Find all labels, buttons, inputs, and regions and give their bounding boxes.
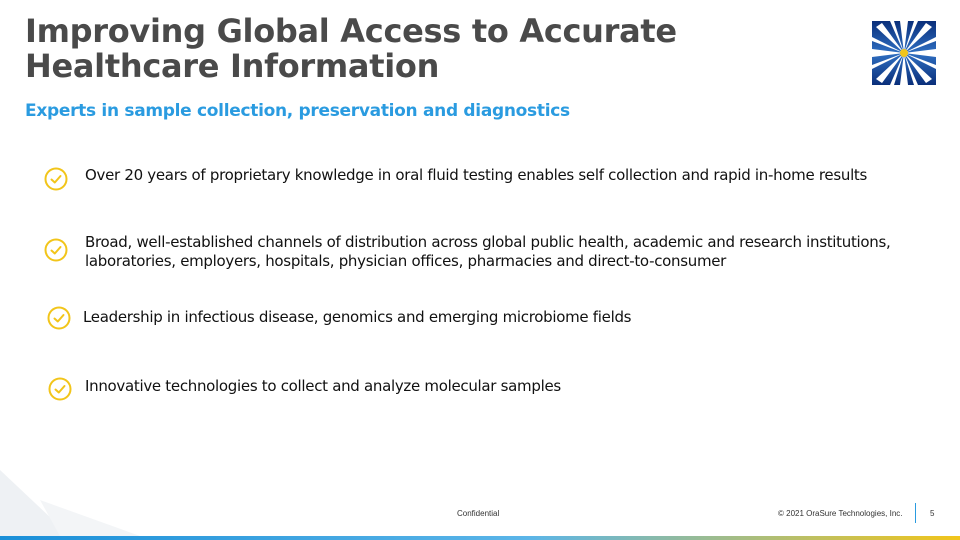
bottom-accent-bar xyxy=(0,536,960,540)
checkmark-circle-icon xyxy=(48,377,72,401)
slide-title: Improving Global Access to Accurate Healthcare Information xyxy=(25,12,677,85)
footer-divider xyxy=(915,503,916,523)
page-number: 5 xyxy=(930,509,935,518)
decorative-shape xyxy=(0,460,140,536)
copyright-text: © 2021 OraSure Technologies, Inc. xyxy=(778,509,903,518)
bullet-text: Leadership in infectious disease, genomics and emerging microbiome fields xyxy=(83,308,632,326)
confidential-label: Confidential xyxy=(457,509,500,518)
checkmark-circle-icon xyxy=(44,167,68,191)
checkmark-circle-icon xyxy=(44,238,68,262)
checkmark-circle-icon xyxy=(47,306,71,330)
bullet-text: Innovative technologies to collect and analyze molecular samples xyxy=(85,377,561,395)
bullet-text: Broad, well-established channels of distribution across global public health, academic and research institutions, laboratories, employers, hospitals, physician offices, pharmacies and direct-to-consumer xyxy=(85,233,891,270)
bullet-text: Over 20 years of proprietary knowledge in oral fluid testing enables self collection and rapid in-home results xyxy=(85,166,868,184)
slide-subtitle: Experts in sample collection, preservation and diagnostics xyxy=(25,101,570,121)
